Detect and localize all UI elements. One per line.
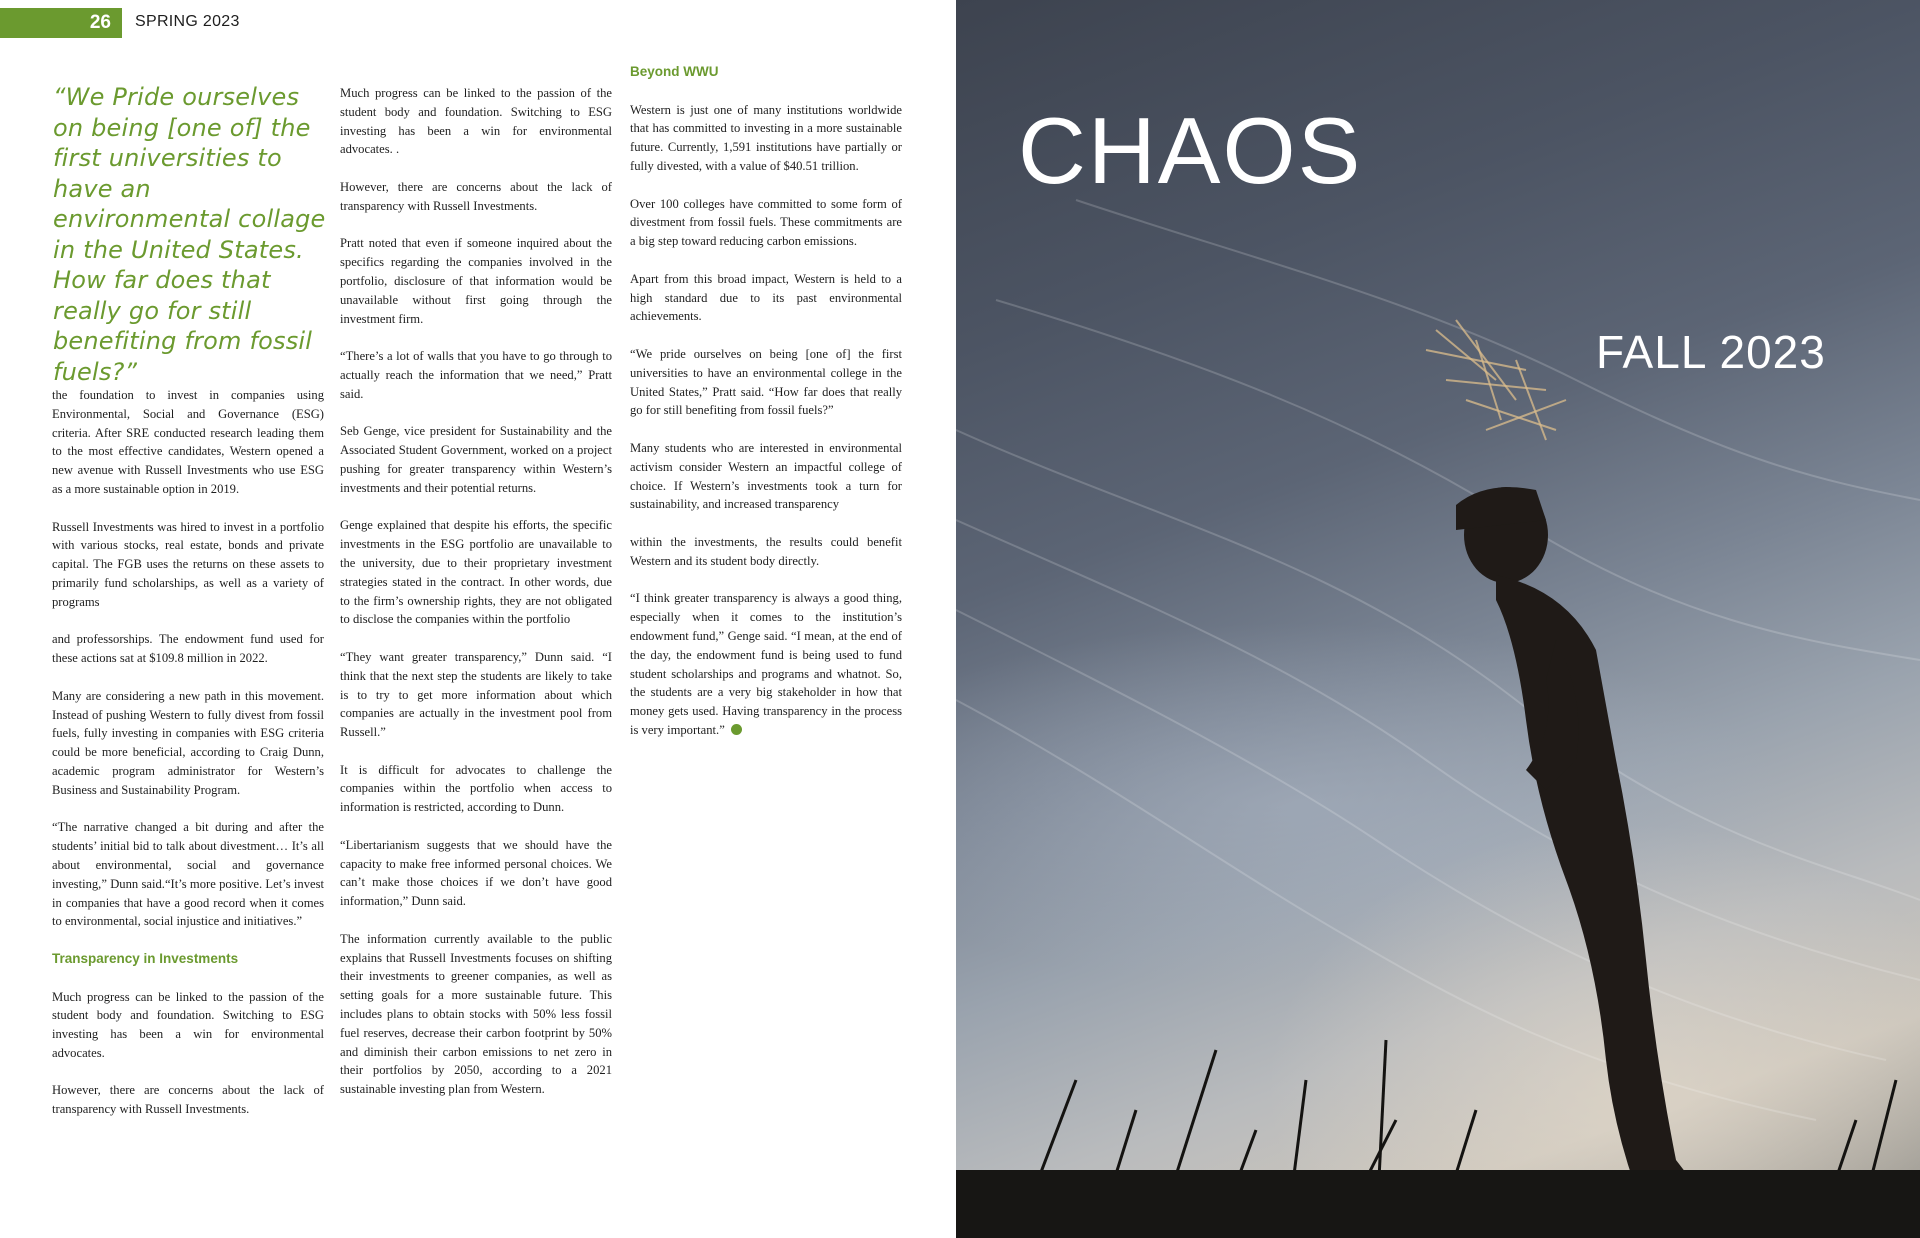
- article-column-3: [630, 63, 902, 758]
- cover-title: CHAOS: [1018, 98, 1363, 203]
- paragraph: Over 100 colleges have committed to some form of divestment from fossil fuels. These commitments are a big step toward reducing carbon emissions.: [630, 196, 902, 249]
- straw-debris: [1426, 320, 1566, 440]
- paragraph: Genge explained that despite his efforts, the specific investments in the ESG portfolio are unavailable to the university, due to their proprietary investment strategies stated in the contract. In other words, due to the firm’s ownership rights, they are not obligated to disclose the companies within the portfolio: [340, 518, 612, 627]
- paragraph: the foundation to invest in companies using Environmental, Social and Governance (ESG) criteria. After SRE conducted research leading them to the most effective candidates, Western opened a new avenue with Russell Investments who use ESG as a more sustainable option in 2019.: [52, 388, 324, 496]
- paragraph: Pratt noted that even if someone inquired about the specifics regarding the companies involved in the portfolio, disclosure of that information would be unavailable without first going through the investment firm.: [340, 236, 612, 326]
- paragraph: “There’s a lot of walls that you have to go through to actually reach the information that we need,” Pratt said.: [340, 349, 612, 401]
- page-number: 26: [0, 8, 122, 38]
- paragraph: Many are considering a new path in this movement. Instead of pushing Western to fully divest from fossil fuels, fully investing in companies with ESG criteria could be more beneficial, according to Craig Dunn, academic program administrator for Western’s Business and Sustainability Program.: [52, 688, 324, 797]
- issue-label: SPRING 2023: [135, 13, 240, 30]
- paragraph: “The narrative changed a bit during and after the students’ initial bid to talk about divestment… It’s all about environmental, social and governance investing,” Dunn said.“It’s more positive. Let’s invest in companies that have a good record when it comes to environmental, social injustice and initiatives.”: [52, 820, 324, 929]
- paragraph-final: [630, 589, 902, 739]
- cover-subtitle: FALL 2023: [1596, 326, 1826, 378]
- end-mark-icon: [731, 724, 742, 735]
- paragraph: It is difficult for advocates to challenge the companies within the portfolio when access to information is restricted, according to Dunn.: [340, 762, 612, 815]
- paragraph: “They want greater transparency,” Dunn said. “I think that the next step the students are likely to take is to try to get more information about which companies are actually in the investment pool from Russell.”: [340, 649, 612, 740]
- article-column-2: [340, 84, 612, 1118]
- paragraph: within the investments, the results could benefit Western and its student body directly.: [630, 534, 902, 568]
- ground: [956, 1170, 1920, 1238]
- section-heading-transparency: Transparency in Investments: [52, 950, 239, 966]
- paragraph: Much progress can be linked to the passion of the student body and foundation. Switching to ESG investing has been a win for environmental advocates. .: [340, 86, 612, 157]
- paragraph: “Libertarianism suggests that we should have the capacity to make free informed personal choices. We can’t make those choices if we don’t have good information,” Dunn said.: [340, 837, 612, 909]
- paragraph: Russell Investments was hired to invest in a portfolio with various stocks, real estate, bonds and private capital. The FGB uses the returns on these assets to primarily fund scholarships, as well as a variety of programs: [52, 519, 324, 609]
- cover-page: [956, 0, 1920, 1238]
- paragraph: Many students who are interested in environmental activism consider Western an impactful college of choice. If Western’s investments took a turn for sustainability, and increased transparency: [630, 440, 902, 512]
- paragraph: “We pride ourselves on being [one of] the first universities to have an environmental college in the United States,” Pratt said. “How far does that really go for still benefiting from fossil fuels?”: [630, 346, 902, 418]
- paragraph: Western is just one of many institutions worldwide that has committed to investing in a more sustainable future. Currently, 1,591 institutions have partially or fully divested, with a value of $40.51 trillion.: [630, 102, 902, 173]
- paragraph: Apart from this broad impact, Western is held to a high standard due to its past environmental achievements.: [630, 271, 902, 324]
- left-page: [0, 0, 956, 1238]
- paragraph: However, there are concerns about the lack of transparency with Russell Investments.: [340, 179, 612, 213]
- section-heading-beyond-wwu: Beyond WWU: [630, 64, 719, 79]
- article-column-1: [52, 386, 324, 1138]
- paragraph: The information currently available to the public explains that Russell Investments focuses on shifting their investments to greener companies, as well as setting goals for a more sustainable future. This includes plans to obtain stocks with 50% less fossil fuel reserves, decrease their carbon footprint by 50% and diminish their carbon emissions to net zero in their portfolios by 2050, according to a 2021 sustainable investing plan from Western.: [340, 931, 612, 1097]
- paragraph: Seb Genge, vice president for Sustainability and the Associated Student Government, worked on a project pushing for greater transparency within Western’s investments and their potential returns.: [340, 424, 612, 495]
- person-silhouette: [1456, 487, 1736, 1238]
- paragraph: and professorships. The endowment fund used for these actions sat at $109.8 million in 2022.: [52, 632, 324, 666]
- final-text: “I think greater transparency is always a good thing, especially when it comes to the institution’s endowment fund,” Genge said. “I mean, at the end of the day, the endowment fund is being used to fund student scholarships and programs and whatnot. So, the students are a very big stakeholder in how that money gets used. Having transparency in the process is very important.”: [630, 591, 902, 737]
- pull-quote: “We Pride ourselves on being [one of] the first universities to have an environmental collage in the United States. How far does that really go for still benefiting from fossil fuels?”: [53, 83, 326, 386]
- paragraph: However, there are concerns about the lack of transparency with Russell Investments.: [52, 1083, 324, 1117]
- paragraph: Much progress can be linked to the passion of the student body and foundation. Switching to ESG investing has been a win for environmental advocates.: [52, 989, 324, 1060]
